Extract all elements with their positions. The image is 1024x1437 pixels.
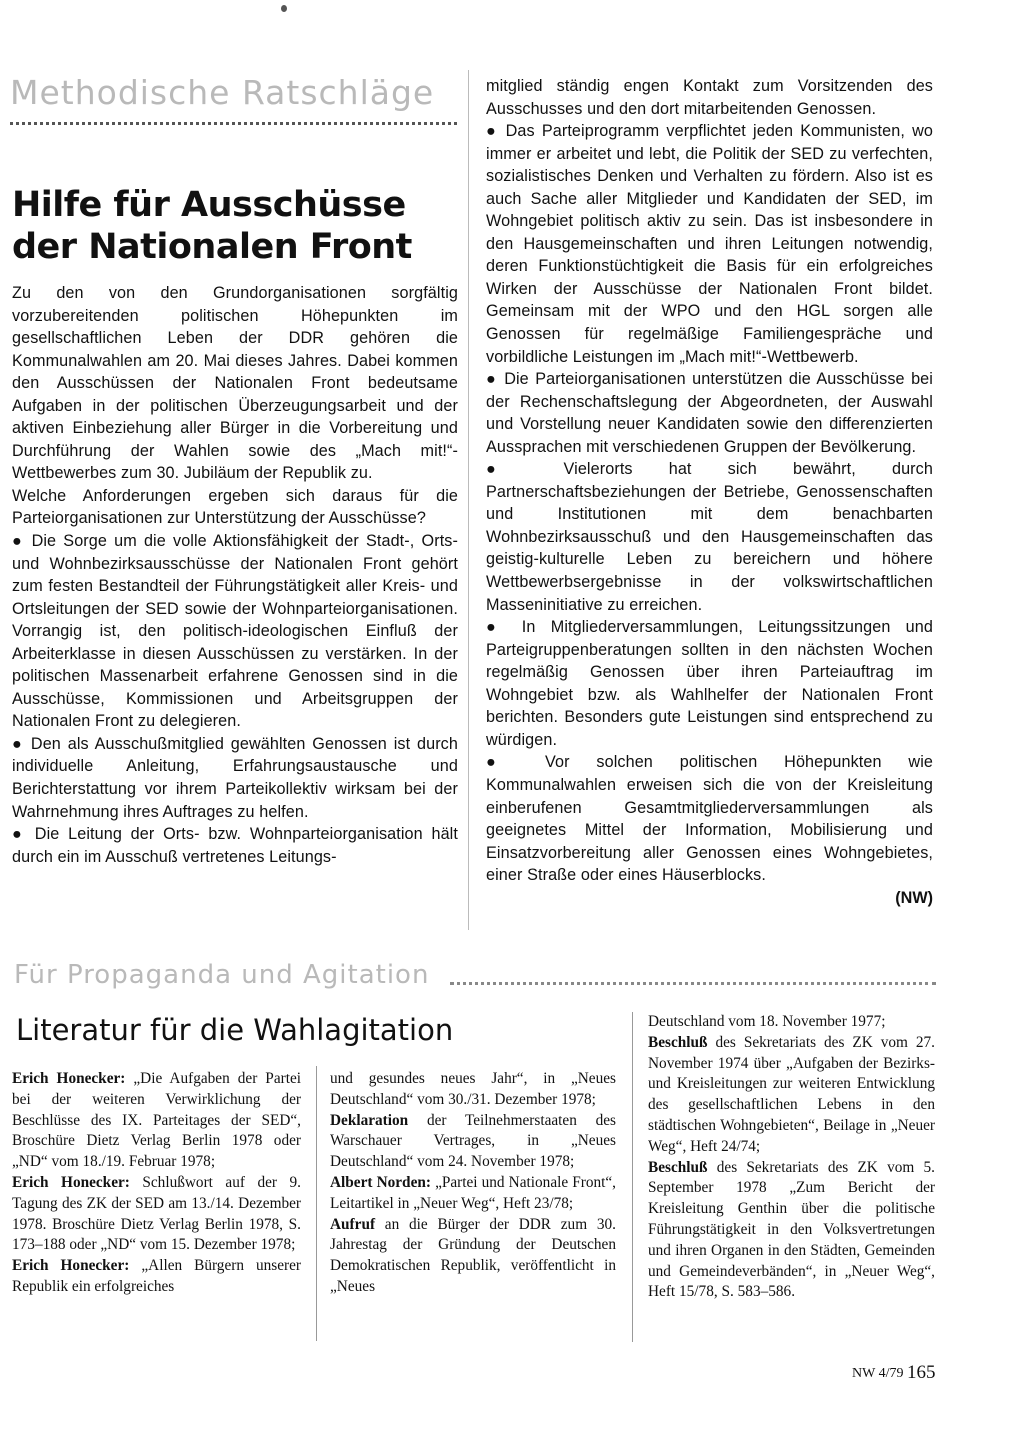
literature-entry: und gesundes neues Jahr“, in „Neues Deutschland“ vom 30./31. Dezember 1978; <box>330 1070 616 1108</box>
bullet-icon: ● <box>486 618 507 637</box>
bullet-paragraph: ● Die Parteiorganisationen unterstützen die Ausschüsse bei der Rechenschaftslegung der Abgeordneten, der Auswahl und Vorstellung neuer Kandidaten sowie den differenzierten Aussprachen mit verschiedenen Gruppen der Bevölkerung. <box>486 370 933 456</box>
literature-entry: Deklaration der Teilnehmerstaaten des Warschauer Vertrages, in „Neues Deutschland“ vom 24. November 1978; <box>330 1111 616 1171</box>
literature-entry: Albert Norden: „Partei und Nationale Front“, Leitartikel in „Neuer Weg“, Heft 23/78; <box>330 1173 617 1212</box>
intro-paragraph: Zu den von den Grundorganisationen sorgfältig vorzubereitenden politischen Höhepunkten im gesellschaftlichen Leben der DDR gehören die Kommunalwahlen am 20. Mai dieses Jahres. Dabei kommen den Ausschüssen der Nationalen Front bedeutsame Aufgaben in der politischen Überzeugungsarbeit und der aktiven Einbeziehung aller Bürger in die Vorbereitung und Durchführung der Wahlen sowie des „Mach mit!“-Wettbewerbes zum 30. Jubiläum der Republik zu. <box>12 284 458 483</box>
column-divider <box>316 1066 317 1341</box>
headline-line-1: Hilfe für Ausschüsse <box>12 185 406 225</box>
literature-entry: Beschluß des Sekretariats des ZK vom 27. November 1974 über „Aufgaben der Bezirks- und Kreisleitungen zur weiteren Entwicklung des gesellschaftlichen Lebens in den städtischen Wohngebieten“, Beilage in „Neuer Weg“, Heft 24/74; <box>648 1033 935 1155</box>
bullet-paragraph: ● In Mitgliederversammlungen, Leitungssitzungen und Parteigruppenberatungen sollten in den nächsten Wochen regelmäßig Genossen über ihren Parteiauftrag im Wohngebiet bzw. als Wahlhelfer der Nationalen Front berichten. Besonders gute Leistungen sind entsprechend zu würdigen. <box>486 618 933 749</box>
bullet-paragraph: ● Das Parteiprogramm verpflichtet jeden Kommunisten, wo immer er arbeitet und lebt, die Politik der SED zu verfechten, sozialistisches Denken und Verhalten zu fördern. Also ist es auch Sache aller Mitglieder und Kandidaten der SED, im Wohngebiet politisch aktiv zu sein. Das ist insbesondere in den Hausgemeinschaften und ihren Leitungen notwendig, deren Funktionstüchtigkeit die Basis für ein erfolgreiches Wirken der Ausschüsse der Nationalen Front bildet. Gemeinsam mit der WPO und den HGL sorgen alle Genossen für regelmäßige Familiengespräche und vorbildliche Leistungen im „Mach mit!“-Wettbewerb. <box>486 122 933 366</box>
headline-line-2: der Nationalen Front <box>12 227 412 267</box>
literature-headline: Literatur für die Wahlagitation <box>16 1013 454 1047</box>
page-number: 165 <box>907 1362 936 1383</box>
author-signature: (NW) <box>895 888 933 907</box>
bullet-paragraph: ● Die Leitung der Orts- bzw. Wohnparteiorganisation hält durch ein im Ausschuß vertretenes Leitungs- <box>12 825 458 866</box>
scan-speck <box>281 5 287 12</box>
literature-entry: Deutschland vom 18. November 1977; <box>648 1013 886 1030</box>
bullet-paragraph: ● Vielerorts hat sich bewährt, durch Partnerschaftsbeziehungen der Betriebe, Genossenschaften und Institutionen mit dem benachbarten Wohnbezirksausschuß und den Hausgemeinschaften das geistig-kulturelle Leben zu bereichern und höhere Wettbewerbsergebnisse in der volkswirtschaftlichen Masseninitiative zu erreichen. <box>486 460 933 614</box>
bullet-icon: ● <box>12 532 25 551</box>
bullet-icon: ● <box>486 370 498 389</box>
literature-entry: Erich Honecker: Schlußwort auf der 9. Tagung des ZK der SED am 13./14. Dezember 1978. Broschüre Dietz Verlag Berlin 1978, S. 173–188 oder „ND“ vom 15. Dezember 1978; <box>12 1173 301 1254</box>
article-column-right <box>486 75 933 909</box>
literature-column-3 <box>648 1012 935 1303</box>
bullet-paragraph: ● Vor solchen politischen Höhepunkten wie Kommunalwahlen erweisen sich die von der Kreisleitung einberufenen Gesamtmitgliederversammlungen als geeignetes Mittel der Information, Mobilisierung und Einsatzvorbereitung aller Genossen eines Wohngebietes, einer Straße oder eines Häuserblocks. <box>486 753 933 885</box>
section-kicker: Für Propaganda und Agitation <box>14 960 430 990</box>
bullet-paragraph: ● Den als Ausschußmitglied gewählten Genossen ist durch individuelle Anleitung, Erfahrungsaustausche und Berichterstattung vor ihrem Parteikollektiv wirksam bei der Wahrnehmung ihres Auftrages zu helfen. <box>12 734 458 821</box>
bullet-icon: ● <box>486 753 519 772</box>
article-headline <box>12 184 452 268</box>
literature-entry: Aufruf an die Bürger der DDR zum 30. Jahrestag der Gründung der Deutschen Demokratischen Republik, veröffentlicht in „Neues <box>330 1215 616 1295</box>
column-divider <box>468 70 469 930</box>
bullet-icon: ● <box>12 825 27 844</box>
column-divider <box>632 1012 633 1342</box>
literature-column-1 <box>12 1069 301 1298</box>
article-column-left <box>12 282 458 868</box>
continuation-paragraph: mitglied ständig engen Kontakt zum Vorsitzenden des Ausschusses und den dort mitarbeitenden Genossen. <box>486 77 933 118</box>
bullet-icon: ● <box>486 122 499 141</box>
kicker-rule <box>450 982 936 985</box>
kicker-rule <box>10 122 457 125</box>
bullet-icon: ● <box>486 460 528 479</box>
literature-entry: Erich Honecker: „Die Aufgaben der Partei bei der weiteren Verwirklichung der Beschlüsse des IX. Parteitages der SED“, Broschüre Dietz Verlag Berlin 1978 oder „ND“ vom 18./19. Februar 1978; <box>12 1070 301 1171</box>
section-kicker: Methodische Ratschläge <box>10 73 435 112</box>
issue-number: NW 4/79 <box>852 1366 904 1381</box>
literature-entry: Beschluß des Sekretariats des ZK vom 5. September 1978 „Zum Bericht der Kreisleitung Genthin über die politische Führungstätigkeit in den Volksvertretungen und ihren Organen in den Städten, Gemeinden und Gemeindeverbänden“, in „Neuer Weg“, Heft 15/78, S. 583–586. <box>648 1158 935 1301</box>
literature-column-2 <box>330 1069 616 1298</box>
question-paragraph: Welche Anforderungen ergeben sich daraus für die Parteiorganisationen zur Unterstützung der Ausschüsse? <box>12 486 458 528</box>
bullet-paragraph: ● Die Sorge um die volle Aktionsfähigkeit der Stadt-, Orts- und Wohnbezirksausschüsse der Nationalen Front gehört zum festen Bestandteil der Führungstätigkeit aller Kreis- und Ortsleitungen der SED sowie der Wohnparteiorganisationen. Vorrangig ist, den politisch-ideologischen Einfluß der Arbeiterklasse in diesen Ausschüssen zu verstärken. In der politischen Massenarbeit erfahrene Genossen sind in die Ausschüsse, Kommissionen und Arbeitsgruppen der Nationalen Front zu delegieren. <box>12 532 458 731</box>
bullet-icon: ● <box>12 734 25 753</box>
literature-entry: Erich Honecker: „Allen Bürgern unserer Republik ein erfolgreiches <box>12 1257 301 1295</box>
